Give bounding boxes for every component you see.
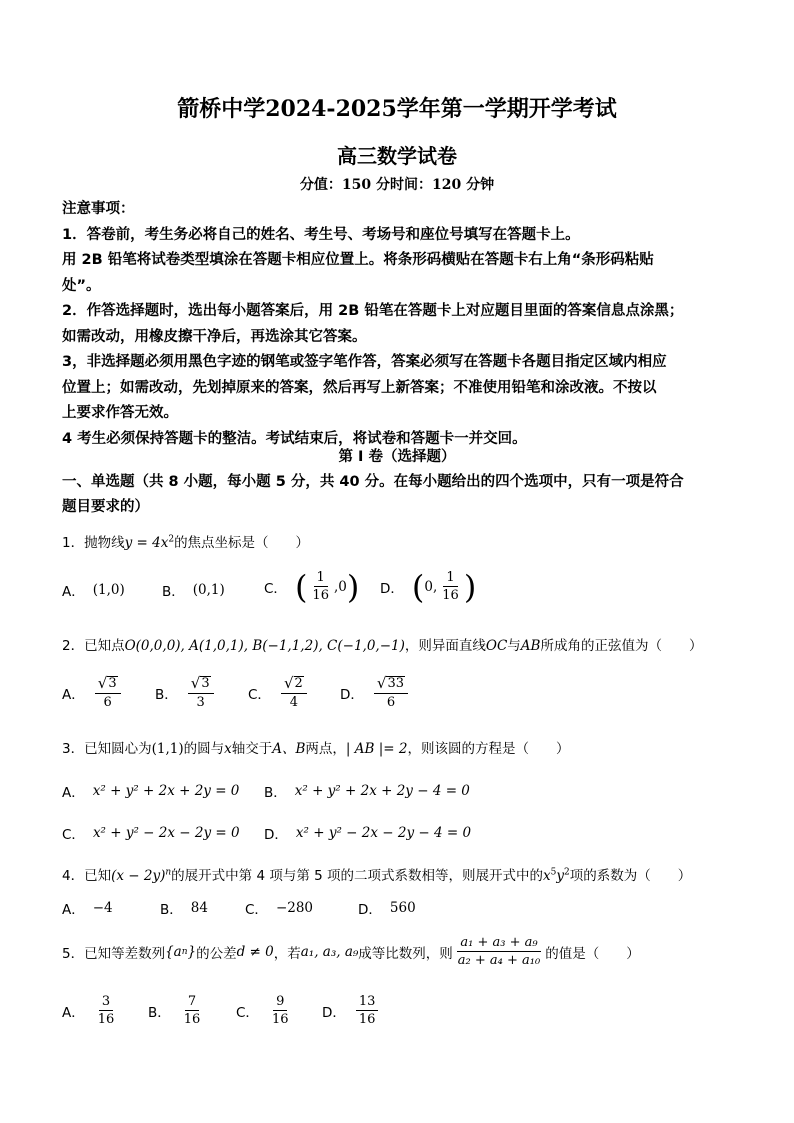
notes-line: 上要求作答无效。 — [62, 405, 178, 421]
question-3-ab: A、B — [272, 741, 306, 757]
fraction-num — [281, 676, 307, 694]
option-label: B． — [162, 584, 185, 600]
notes-line: 1．答卷前，考生务必将自己的姓名、考生号、考场号和座位号填写在答题卡上。 — [62, 226, 580, 243]
question-3-abs: | AB |= 2 — [345, 741, 408, 757]
sqrt: √ 2 — [283, 674, 303, 692]
option-label: B． — [264, 785, 287, 801]
q1-option-a[interactable] — [62, 580, 125, 600]
option-value: −280 — [275, 900, 314, 916]
question-4-term-exp1: 5 — [550, 867, 557, 878]
sqrt: √ 3 — [190, 674, 210, 692]
notes-line: 4 考生必须保持答题卡的整洁。考试结束后，将试卷和答题卡一并交回。 — [62, 430, 527, 447]
notes-line: 2．作答选择题时，选出每小题答案后，用 2B 铅笔在答题卡上对应题目里面的答案信息点涂黑； — [62, 303, 684, 319]
question-4 — [62, 864, 691, 884]
fraction-num: 1 — [443, 570, 457, 587]
fraction-den: 4 — [289, 695, 298, 710]
option-value: (1,0) — [92, 582, 125, 598]
question-5-d: d ≠ 0 — [236, 943, 274, 960]
fraction — [356, 994, 379, 1027]
notes-line: 如需改动，用橡皮擦干净后，再选涂其它答案。 — [62, 328, 367, 345]
section-heading-line: 一、单选题（共 8 小题，每小题 5 分，共 40 分。在每小题给出的四个选项中，只有一项是符合 — [62, 474, 684, 490]
option-value: (0,1) — [192, 582, 225, 598]
fraction-den: 16 — [183, 1012, 201, 1027]
option-label: D． — [358, 902, 382, 918]
option-label: D． — [264, 827, 288, 843]
radicand: 2 — [294, 676, 303, 691]
q2-option-d[interactable] — [340, 676, 410, 710]
question-5-terms: a₁, a₃, a₉ — [300, 943, 359, 960]
option-value: x² + y² − 2x − 2y = 0 — [92, 825, 240, 841]
q5-option-a[interactable] — [62, 994, 119, 1027]
fraction — [95, 676, 121, 710]
question-1-prefix: 1．抛物线 — [62, 535, 125, 551]
fraction-den: 3 — [196, 695, 205, 710]
option-label: A． — [62, 1004, 85, 1021]
question-2-suffix: 所成角的正弦值为（ ） — [540, 638, 703, 654]
fraction — [374, 676, 408, 710]
fraction-num: 13 — [356, 994, 379, 1011]
q2-option-c[interactable] — [248, 676, 309, 710]
fraction-num — [188, 676, 214, 694]
q3-option-a[interactable] — [62, 781, 239, 801]
paren-left: ( — [411, 567, 425, 606]
option-label: D． — [380, 580, 404, 597]
sqrt: √ 3 — [97, 674, 117, 692]
option-label: C． — [62, 827, 85, 843]
option-label: B． — [155, 687, 178, 703]
radicand: 3 — [108, 676, 117, 691]
notes-heading: 注意事项： — [62, 201, 135, 217]
question-4-term-y: y — [556, 868, 564, 884]
question-1-exp: 2 — [168, 534, 175, 545]
fraction-den: 16 — [97, 1012, 115, 1027]
fraction-num — [374, 676, 408, 694]
notes-line: 3，非选择题必须用黑色字迹的钢笔或签字笔作答，答案必须写在答题卡各题目指定区域内相应 — [62, 354, 667, 370]
exam-title: 箭桥中学2024-2025学年第一学期开学考试 — [177, 96, 617, 122]
question-1-suffix: 的焦点坐标是（ ） — [174, 535, 310, 551]
question-5-prefix: 5．已知等差数列 — [62, 945, 166, 962]
q5-option-c[interactable] — [236, 994, 293, 1027]
fraction-num: 3 — [99, 994, 113, 1011]
question-5-mid2: ，若 — [273, 945, 301, 962]
fraction-num: 1 — [314, 570, 328, 587]
option-label: C． — [236, 1004, 259, 1021]
fraction-den: 6 — [386, 695, 396, 710]
q4-option-b[interactable] — [160, 898, 208, 918]
fraction — [439, 570, 462, 603]
option-label: B． — [160, 902, 183, 918]
fraction-num — [95, 676, 121, 694]
option-label: C． — [245, 902, 268, 918]
question-2-oc: OC — [485, 638, 508, 654]
question-3-suffix: ，则该圆的方程是（ ） — [407, 741, 570, 757]
question-3-mid3: 两点， — [305, 741, 346, 757]
q3-option-c[interactable] — [62, 823, 240, 843]
question-4-expr: (x − 2y) — [111, 868, 166, 884]
fraction — [95, 994, 118, 1027]
option-label: A． — [62, 687, 85, 703]
score-time: 分值：150 分时间：120 分钟 — [299, 177, 495, 193]
q2-option-a[interactable] — [62, 676, 123, 710]
option-label: C． — [248, 687, 271, 703]
question-4-prefix: 4．已知 — [62, 868, 112, 884]
question-4-term-x: x — [543, 868, 551, 884]
question-2-ab: AB — [520, 638, 541, 654]
section-heading-line: 题目要求的） — [62, 499, 149, 515]
radicand: 3 — [201, 676, 210, 691]
q1-option-b[interactable] — [162, 580, 225, 600]
question-4-term-exp2: 2 — [564, 867, 570, 878]
paren-left: ( — [294, 567, 308, 606]
option-value: 84 — [190, 900, 208, 916]
question-2-mid: ，则异面直线 — [404, 638, 486, 654]
q1-option-c[interactable] — [264, 567, 360, 606]
fraction-num: 7 — [185, 994, 199, 1011]
question-2 — [62, 634, 702, 654]
q1-option-d[interactable] — [380, 567, 477, 606]
fraction-den: 16 — [358, 1012, 376, 1027]
paren-right: ) — [463, 567, 477, 606]
q2-option-b[interactable] — [155, 676, 216, 710]
question-3-center: (1,1) — [151, 741, 184, 757]
exam-subtitle: 高三数学试卷 — [337, 144, 457, 168]
question-5-mid3: 成等比数列，则 — [358, 945, 453, 962]
q3-option-d[interactable] — [264, 823, 471, 843]
question-1-expr: y = 4x — [124, 535, 169, 551]
question-3-mid1: 的圆与 — [183, 741, 225, 757]
option-label: B． — [148, 1004, 171, 1021]
question-2-prefix: 2．已知点 — [62, 638, 125, 654]
option-value: −4 — [92, 900, 113, 916]
option-value: 560 — [389, 900, 416, 916]
question-5-suffix: 的值是（ ） — [545, 945, 640, 962]
q4-option-a[interactable] — [62, 898, 113, 918]
question-3-x: x — [224, 741, 232, 757]
option-label: A． — [62, 584, 85, 600]
radicand: 33 — [387, 676, 405, 691]
question-4-mid: 的展开式中第 4 项与第 5 项的二项式系数相等，则展开式中的 — [171, 868, 543, 884]
option-label: A． — [62, 785, 85, 801]
question-4-suffix: 项的系数为（ ） — [569, 868, 692, 884]
fraction — [188, 676, 214, 710]
q3-option-b[interactable] — [264, 781, 470, 801]
fraction-den: 16 — [271, 1012, 289, 1027]
fraction — [181, 994, 204, 1027]
option-head: 0, — [424, 578, 438, 595]
question-3-prefix: 3．已知圆心为 — [62, 741, 152, 757]
option-value: x² + y² + 2x + 2y = 0 — [92, 783, 240, 799]
notes-line: 位置上；如需改动，先划掉原来的答案，然后再写上新答案；不准使用铅笔和涂改液。不按以 — [62, 379, 657, 396]
question-3 — [62, 737, 569, 757]
fraction-den: 16 — [312, 588, 329, 603]
paren-right: ) — [346, 567, 360, 606]
question-5-fraction — [455, 935, 543, 968]
fraction-num: 9 — [273, 994, 287, 1011]
fraction-den: a₂ + a₄ + a₁₀ — [457, 953, 541, 968]
question-5-seq-sub: n — [181, 946, 188, 957]
question-5-mid1: 的公差 — [196, 945, 237, 962]
sqrt: √ 33 — [376, 674, 405, 692]
q4-option-c[interactable] — [245, 898, 313, 918]
question-3-mid2: 轴交于 — [231, 741, 273, 757]
question-1 — [62, 531, 309, 551]
section-title: 第 I 卷（选择题） — [338, 449, 456, 465]
question-2-points: O(0,0,0), A(1,0,1), B(−1,1,2), C(−1,0,−1) — [124, 638, 405, 654]
notes-line: 处”。 — [62, 277, 101, 294]
notes-line: 用 2B 铅笔将试卷类型填涂在答题卡相应位置上。将条形码横贴在答题卡右上角“条形码粘贴 — [62, 252, 654, 268]
q5-option-d[interactable] — [322, 994, 380, 1027]
section-heading — [62, 470, 738, 520]
question-5 — [62, 935, 640, 968]
question-5-seq-close: } — [187, 943, 197, 960]
fraction — [309, 570, 332, 603]
fraction-den: 16 — [442, 588, 459, 603]
option-label: D． — [322, 1004, 346, 1021]
question-4-exp: n — [165, 867, 172, 878]
option-value: x² + y² − 2x − 2y − 4 = 0 — [295, 825, 472, 841]
option-tail: ,0 — [333, 578, 347, 595]
option-label: C． — [264, 580, 287, 597]
fraction-den: 6 — [103, 695, 112, 710]
fraction — [269, 994, 292, 1027]
option-value: x² + y² + 2x + 2y − 4 = 0 — [294, 783, 470, 799]
option-label: D． — [340, 687, 364, 703]
q4-option-d[interactable] — [358, 898, 416, 918]
question-2-and: 与 — [507, 638, 521, 654]
option-label: A． — [62, 902, 85, 918]
question-5-seq: {a — [165, 943, 182, 960]
fraction — [281, 676, 307, 710]
fraction-num: a₁ + a₃ + a₉ — [457, 935, 540, 952]
q5-option-b[interactable] — [148, 994, 205, 1027]
notes-block — [62, 197, 738, 452]
